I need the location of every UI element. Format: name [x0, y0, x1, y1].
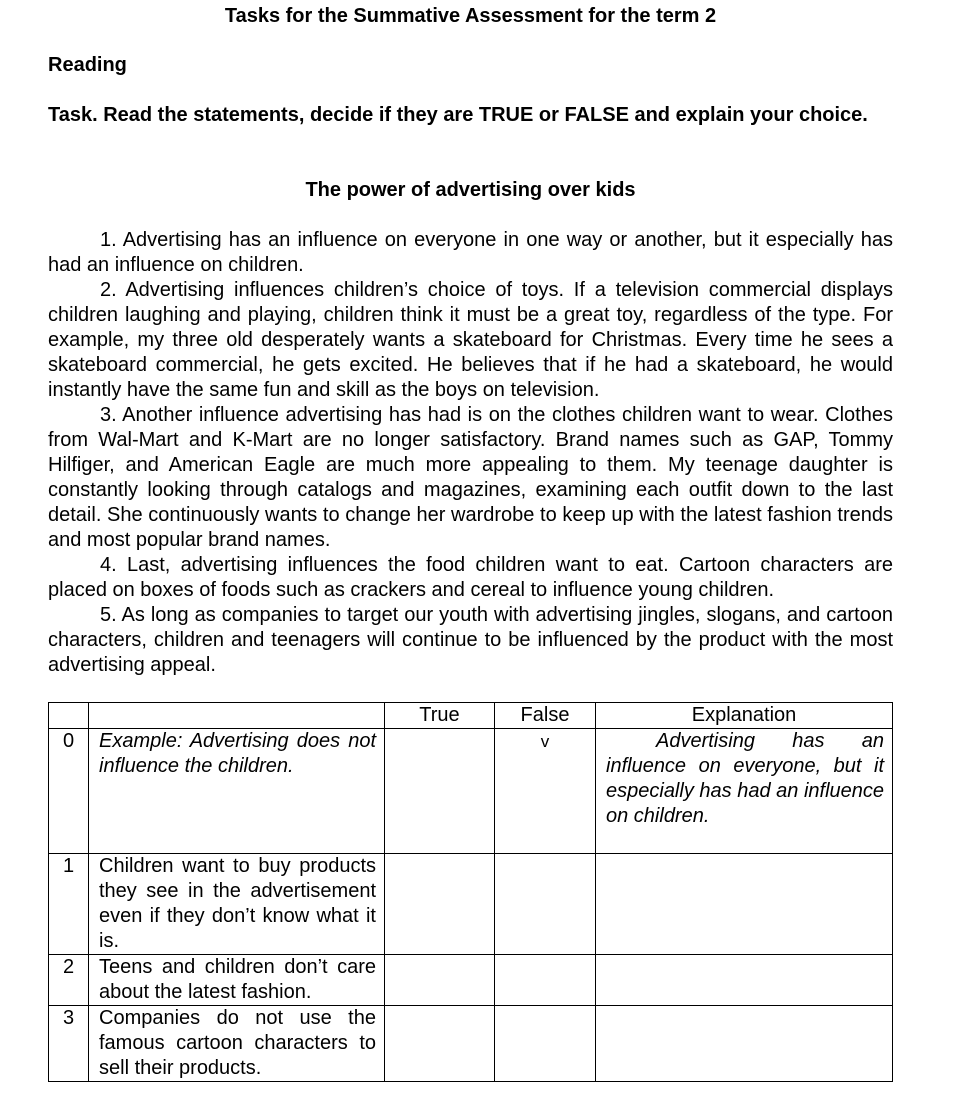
section-label: Reading: [48, 54, 127, 76]
explanation-cell[interactable]: [596, 729, 893, 854]
true-cell[interactable]: [385, 854, 495, 955]
article-title: The power of advertising over kids: [305, 179, 636, 201]
statement-cell: Companies do not use the famous cartoon characters to sell their products.: [89, 1006, 385, 1082]
explanation-cell[interactable]: [596, 955, 893, 1006]
statement-cell: Children want to buy products they see in the advertisement even if they don’t know what it is.: [89, 854, 385, 955]
article-paragraph-4: 4. Last, advertising influences the food children want to eat. Cartoon characters are placed on boxes of foods such as crackers and cereal to influence young children.: [48, 554, 893, 601]
explanation-cell[interactable]: [596, 854, 893, 955]
article-paragraph-3: 3. Another influence advertising has had is on the clothes children want to wear. Clothes from Wal-Mart and K-Mart are no longer satisfactory. Brand names such as GAP, Tommy Hilfiger, and American Eagle are much more appealing to them. My teenage daughter is constantly looking through catalogs and magazines, examining each outfit down to the last detail. She continuously wants to change her wardrobe to keep up with the latest fashion trends and most popular brand names.: [48, 404, 893, 551]
row-number: 3: [49, 1006, 89, 1082]
true-cell[interactable]: [385, 729, 495, 854]
statement-cell: Example: Advertising does not influence the children.: [89, 729, 385, 854]
table-row: [49, 1006, 893, 1082]
header-statement: [89, 703, 385, 729]
task-instruction: Task. Read the statements, decide if they are TRUE or FALSE and explain your choice.: [48, 104, 868, 126]
true-cell[interactable]: [385, 1006, 495, 1082]
article-paragraph-2: 2. Advertising influences children’s choice of toys. If a television commercial displays children laughing and playing, children think it must be a great toy, regardless of the type. For example, my three old desperately wants a skateboard for Christmas. Every time he sees a skateboard commercial, he gets excited. He believes that if he had a skateboard, he would instantly have the same fun and skill as the boys on television.: [48, 279, 893, 401]
false-cell[interactable]: v: [495, 729, 596, 854]
header-num: [49, 703, 89, 729]
header-true: True: [385, 703, 495, 729]
false-cell[interactable]: [495, 955, 596, 1006]
row-number: 1: [49, 854, 89, 955]
row-number: 2: [49, 955, 89, 1006]
row-number: 0: [49, 729, 89, 854]
table-row: [49, 729, 893, 854]
answer-table: [48, 702, 893, 1082]
false-cell[interactable]: [495, 1006, 596, 1082]
false-cell[interactable]: [495, 854, 596, 955]
header-false: False: [495, 703, 596, 729]
article-paragraph-1: 1. Advertising has an influence on everyone in one way or another, but it especially has had an influence on children.: [48, 229, 893, 276]
article-paragraph-5: 5. As long as companies to target our youth with advertising jingles, slogans, and cartoon characters, children and teenagers will continue to be influenced by the product with the most advertising appeal.: [48, 604, 893, 676]
statement-cell: Teens and children don’t care about the latest fashion.: [89, 955, 385, 1006]
article-body: [48, 228, 893, 678]
true-cell[interactable]: [385, 955, 495, 1006]
explanation-cell[interactable]: [596, 1006, 893, 1082]
table-row: [49, 854, 893, 955]
table-header-row: [49, 703, 893, 729]
explanation-text: Advertising has an influence on everyone, but it especially has had an influence on children.: [606, 730, 884, 827]
page-title: Tasks for the Summative Assessment for the term 2: [224, 5, 717, 27]
header-explanation: Explanation: [596, 703, 893, 729]
table-row: [49, 955, 893, 1006]
